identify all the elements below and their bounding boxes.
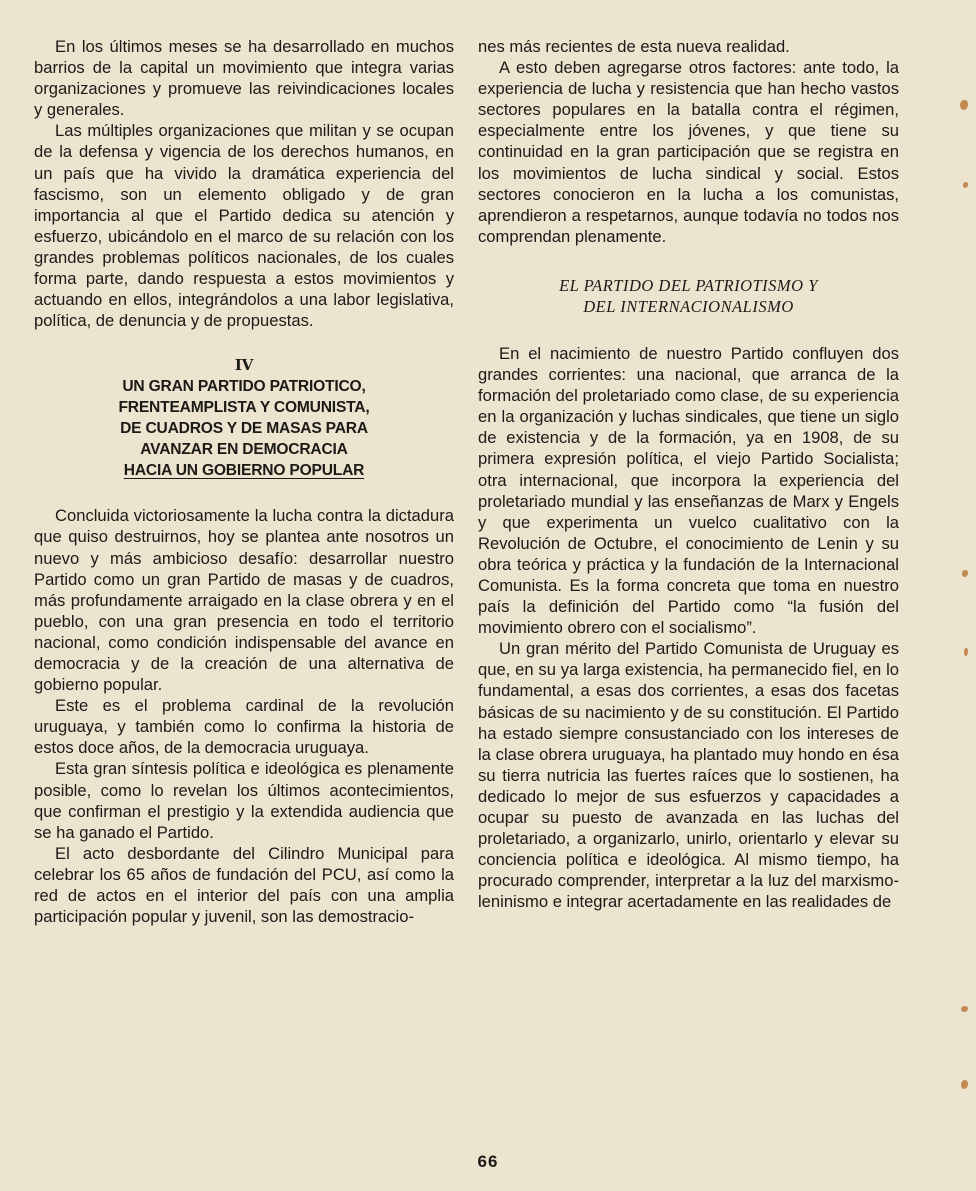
- paragraph: nes más recientes de esta nueva realidad.: [478, 37, 790, 56]
- section-title-line: HACIA UN GOBIERNO POPULAR: [123, 462, 365, 480]
- section-heading: [34, 355, 454, 481]
- subheading-line: EL PARTIDO DEL PATRIOTISMO Y: [559, 275, 818, 295]
- section-title-line: DE CUADROS Y DE MASAS PARA: [120, 420, 368, 438]
- section-title-line: AVANZAR EN DEMOCRACIA: [140, 441, 348, 459]
- paragraph: Un gran mérito del Partido Comunista de Uruguay es que, en su ya larga existencia, ha permanecido fiel, en lo fundamental, a esas dos corrientes, a esas dos facetas básicas de su nacimiento y de su constitución. El Partido ha estado siempre consustanciado con los intereses de la clase obrera uruguaya, ha plantado muy hondo en ésa su tierra nutricia las fuertes raíces que lo sostienen, ha dedicado lo mejor de sus esfuerzos y capacidades a ocupar su puesto de avanzada en las luchas del proletariado, a organizarlo, unirlo, orientarlo y elevar su conciencia política e ideológica. Al mismo tiempo, ha procurado comprender, interpretar a la luz del marxismo-leninismo e integrar acertadamente en las realidades de: [478, 639, 899, 912]
- left-column: [34, 36, 454, 927]
- page-number: 66: [477, 1152, 499, 1171]
- subheading-line: DEL INTERNACIONALISMO: [583, 296, 794, 316]
- paragraph: El acto desbordante del Cilindro Municipal para celebrar los 65 años de fundación del PCU, así como la red de actos en el interior del país con una amplia participación popular y juvenil, son las demostracio-: [34, 843, 454, 927]
- subheading: [478, 275, 899, 317]
- edge-stain: [963, 182, 968, 188]
- edge-stain: [961, 1080, 968, 1089]
- section-number: IV: [234, 356, 254, 375]
- paragraph: Las múltiples organizaciones que militan y se ocupan de la defensa y vigencia de los derechos humanos, en un país que ha vivido la dramática experiencia del fascismo, son un elemento obligado y de gran importancia al que el Partido dedica su atención y esfuerzo, ubicándolo en el marco de su relación con los grandes problemas políticos nacionales, de los cuales forma parte, dando respuesta a estos movimientos y actuando en ellos, integrándolos a una labor legislativa, política, de denuncia y de propuestas.: [34, 121, 454, 331]
- paragraph: Este es el problema cardinal de la revolución uruguaya, y también como lo confirma la historia de estos doce años, de la democracia uruguaya.: [34, 696, 454, 758]
- paragraph: Concluida victoriosamente la lucha contra la dictadura que quiso destruirnos, hoy se plantea ante nosotros un nuevo y más ambicioso desafío: desarrollar nuestro Partido como un gran Partido de masas y de cuadros, más profundamente arraigado en la clase obrera y en el pueblo, con una gran presencia en todo el territorio nacional, como condición indispensable del avance en democracia y de la creación de una alternativa de gobierno popular.: [34, 506, 454, 695]
- section-title-line: UN GRAN PARTIDO PATRIOTICO,: [122, 378, 366, 396]
- paragraph: A esto deben agregarse otros factores: ante todo, la experiencia de lucha y resistencia que han hecho vastos sectores populares en la batalla contra el régimen, especialmente entre los jóvenes, y que tiene su continuidad en la gran participación que se registra en los movimientos de lucha sindical y social. Estos sectores conocieron en la lucha a los comunistas, aprendieron a respetarnos, aunque todavía no todos nos comprendan plenamente.: [478, 58, 899, 246]
- paragraph: Esta gran síntesis política e ideológica es plenamente posible, como lo revelan los últimos acontecimientos, que confirman el prestigio y la extendida audiencia que se ha ganado el Partido.: [34, 759, 454, 842]
- right-column: [478, 36, 899, 912]
- edge-stain: [962, 570, 968, 577]
- section-title-line: FRENTEAMPLISTA Y COMUNISTA,: [118, 399, 370, 417]
- edge-stain: [960, 100, 968, 110]
- paragraph: En el nacimiento de nuestro Partido confluyen dos grandes corrientes: una nacional, que arranca de la formación del proletariado como clase, de su experiencia en la organización y luchas sindicales, que tiene un siglo de existencia y de la formación, ya en 1908, de su primera expresión política, el viejo Partido Socialista; otra internacional, que incorpora la experiencia del proletariado mundial y las enseñanzas de Marx y Engels y que experimenta un vuelco cualitativo con la Revolución de Octubre, el conocimiento de Lenin y su obra teórica y práctica y la fundación de la Internacional Comunista. Es la forma concreta que toma en nuestro país la definición del Partido como “la fusión del movimiento obrero con el socialismo”.: [478, 343, 899, 638]
- edge-stain: [961, 1006, 968, 1012]
- paragraph: En los últimos meses se ha desarrollado en muchos barrios de la capital un movimiento que integra varias organizaciones y promueve las reivindicaciones locales y generales.: [34, 37, 454, 120]
- edge-stain: [964, 648, 968, 656]
